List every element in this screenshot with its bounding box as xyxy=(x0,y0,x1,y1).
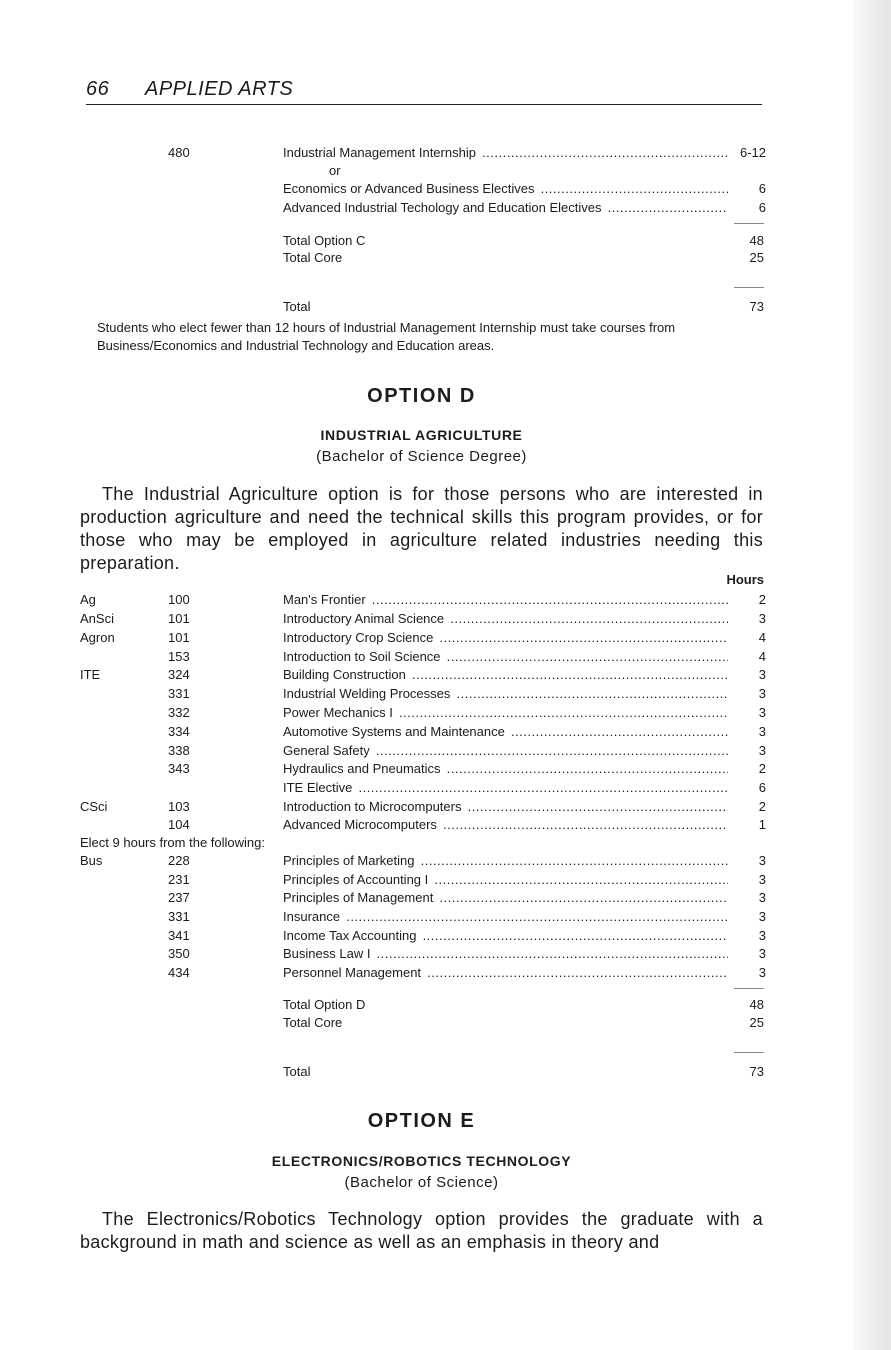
course-row xyxy=(0,144,891,162)
sum-rule xyxy=(734,223,764,224)
course-number: 228 xyxy=(168,853,190,868)
course-title: Introductory Crop Science ..... xyxy=(283,629,763,647)
course-hours: 3 xyxy=(728,704,766,722)
course-hours: 6-12 xyxy=(728,144,766,162)
course-row xyxy=(0,629,891,647)
course-row xyxy=(0,591,891,609)
total-row xyxy=(0,1063,891,1081)
course-hours: 6 xyxy=(728,180,766,198)
course-title: Man's Frontier ..... xyxy=(283,591,763,609)
course-hours: 3 xyxy=(728,685,766,703)
course-title: Advanced Microcomputers ..... xyxy=(283,816,763,834)
hours-column-header: Hours xyxy=(726,572,764,587)
total-row xyxy=(0,1014,891,1032)
total-value: 73 xyxy=(749,299,764,314)
course-row xyxy=(0,610,891,628)
course-number: 101 xyxy=(168,630,190,645)
total-core-value: 25 xyxy=(749,250,764,265)
course-row xyxy=(0,816,891,834)
course-row xyxy=(0,779,891,797)
sum-rule xyxy=(734,287,764,288)
course-dept: CSci xyxy=(80,799,108,814)
total-row xyxy=(0,996,891,1014)
option-e-heading: OPTION E xyxy=(367,1110,476,1132)
course-number: 231 xyxy=(168,872,190,887)
page-number: 66 xyxy=(86,78,110,100)
course-row xyxy=(0,742,891,760)
course-row xyxy=(0,180,891,198)
total-option-value: 48 xyxy=(749,997,764,1012)
option-e-description: The Electronics/Robotics Technology option provides the graduate with a background in math and science as well as an emphasis in theory and xyxy=(80,1209,763,1252)
course-number: 104 xyxy=(168,817,190,832)
course-hours: 3 xyxy=(728,610,766,628)
course-number: 332 xyxy=(168,705,190,720)
elect-instruction: Elect 9 hours from the following: xyxy=(80,835,265,850)
total-option-label: Total Option C xyxy=(283,233,366,248)
course-number: 480 xyxy=(168,145,190,160)
course-number: 343 xyxy=(168,761,190,776)
course-row xyxy=(0,723,891,741)
course-hours: 2 xyxy=(728,591,766,609)
course-number: 101 xyxy=(168,611,190,626)
course-number: 334 xyxy=(168,724,190,739)
course-row xyxy=(0,908,891,926)
course-title: Automotive Systems and Maintenance ..... xyxy=(283,723,763,741)
course-title: Power Mechanics I ..... xyxy=(283,704,763,722)
option-d-subheading: INDUSTRIAL AGRICULTURE xyxy=(320,427,523,443)
course-hours: 6 xyxy=(728,199,766,217)
option-d-description: The Industrial Agriculture option is for those persons who are interested in production agriculture and need the technical skills this program provides, or for those who may be employed in agriculture related industries needing this preparation. xyxy=(80,484,763,573)
course-hours: 4 xyxy=(728,648,766,666)
option-e-degree: (Bachelor of Science) xyxy=(344,1174,499,1191)
course-title: Insurance ..... xyxy=(283,908,763,926)
total-row xyxy=(0,232,891,250)
course-row xyxy=(0,871,891,889)
elect-row xyxy=(0,834,891,852)
course-number: 331 xyxy=(168,909,190,924)
course-hours: 3 xyxy=(728,908,766,926)
course-hours: 3 xyxy=(728,889,766,907)
course-row xyxy=(0,852,891,870)
course-hours: 2 xyxy=(728,760,766,778)
course-hours: 3 xyxy=(728,964,766,982)
page-header xyxy=(86,78,762,105)
course-hours: 3 xyxy=(728,666,766,684)
sum-rule xyxy=(734,988,764,989)
course-row xyxy=(0,927,891,945)
course-hours: 3 xyxy=(728,742,766,760)
course-dept: Agron xyxy=(80,630,115,645)
course-title: Introductory Animal Science ..... xyxy=(283,610,763,628)
total-row xyxy=(0,249,891,267)
course-number: 237 xyxy=(168,890,190,905)
course-title: Introduction to Soil Science ..... xyxy=(283,648,763,666)
course-hours: 1 xyxy=(728,816,766,834)
course-title: Personnel Management ..... xyxy=(283,964,763,982)
total-option-label: Total Option D xyxy=(283,997,366,1012)
course-hours: 4 xyxy=(728,629,766,647)
total-row xyxy=(0,298,891,316)
option-d-heading: OPTION D xyxy=(367,385,476,407)
total-label: Total xyxy=(283,299,311,314)
sum-rule xyxy=(734,1052,764,1053)
course-dept: AnSci xyxy=(80,611,114,626)
course-title: Economics or Advanced Business Electives ..... xyxy=(283,180,763,198)
course-number: 341 xyxy=(168,928,190,943)
course-title: Introduction to Microcomputers ..... xyxy=(283,798,763,816)
course-title: General Safety ..... xyxy=(283,742,763,760)
course-hours: 3 xyxy=(728,871,766,889)
total-core-label: Total Core xyxy=(283,250,343,265)
total-value: 73 xyxy=(749,1064,764,1079)
course-dept: Bus xyxy=(80,853,103,868)
course-dept: ITE xyxy=(80,667,101,682)
course-number: 350 xyxy=(168,946,190,961)
course-hours: 6 xyxy=(728,779,766,797)
total-core-value: 25 xyxy=(749,1015,764,1030)
total-core-label: Total Core xyxy=(283,1015,343,1030)
course-dept: Ag xyxy=(80,592,96,607)
course-row xyxy=(0,704,891,722)
course-number: 153 xyxy=(168,649,190,664)
course-hours: 3 xyxy=(728,852,766,870)
course-title: Principles of Accounting I ..... xyxy=(283,871,763,889)
course-number: 338 xyxy=(168,743,190,758)
course-title: ITE Elective ..... xyxy=(283,779,763,797)
course-row xyxy=(0,199,891,217)
total-option-value: 48 xyxy=(749,233,764,248)
course-row xyxy=(0,889,891,907)
course-hours: 3 xyxy=(728,927,766,945)
course-number: 100 xyxy=(168,592,190,607)
course-title: Hydraulics and Pneumatics ..... xyxy=(283,760,763,778)
course-hours: 2 xyxy=(728,798,766,816)
course-row xyxy=(0,798,891,816)
option-d-degree: (Bachelor of Science Degree) xyxy=(316,448,527,465)
course-number: 324 xyxy=(168,667,190,682)
or-row xyxy=(0,162,891,180)
course-row xyxy=(0,760,891,778)
course-row xyxy=(0,964,891,982)
course-title: Building Construction ..... xyxy=(283,666,763,684)
course-hours: 3 xyxy=(728,723,766,741)
course-hours: 3 xyxy=(728,945,766,963)
course-row xyxy=(0,648,891,666)
course-number: 103 xyxy=(168,799,190,814)
course-row xyxy=(0,666,891,684)
course-title: Principles of Marketing ..... xyxy=(283,852,763,870)
total-label: Total xyxy=(283,1064,311,1079)
or-text: or xyxy=(329,163,341,178)
course-number: 331 xyxy=(168,686,190,701)
option-e-subheading: ELECTRONICS/ROBOTICS TECHNOLOGY xyxy=(271,1153,572,1169)
course-title: Industrial Welding Processes ..... xyxy=(283,685,763,703)
option-c-note: Students who elect fewer than 12 hours of Industrial Management Internship must take courses from Business/Economics and Industrial Technology and Education areas. xyxy=(97,320,676,353)
course-number: 434 xyxy=(168,965,190,980)
course-row xyxy=(0,945,891,963)
course-title: Business Law I ..... xyxy=(283,945,763,963)
course-title: Income Tax Accounting ..... xyxy=(283,927,763,945)
course-title: Principles of Management ..... xyxy=(283,889,763,907)
running-title: APPLIED ARTS xyxy=(145,78,294,100)
course-title: Industrial Management Internship ..... xyxy=(283,144,763,162)
course-title: Advanced Industrial Techology and Education Electives ..... xyxy=(283,199,763,217)
course-row xyxy=(0,685,891,703)
